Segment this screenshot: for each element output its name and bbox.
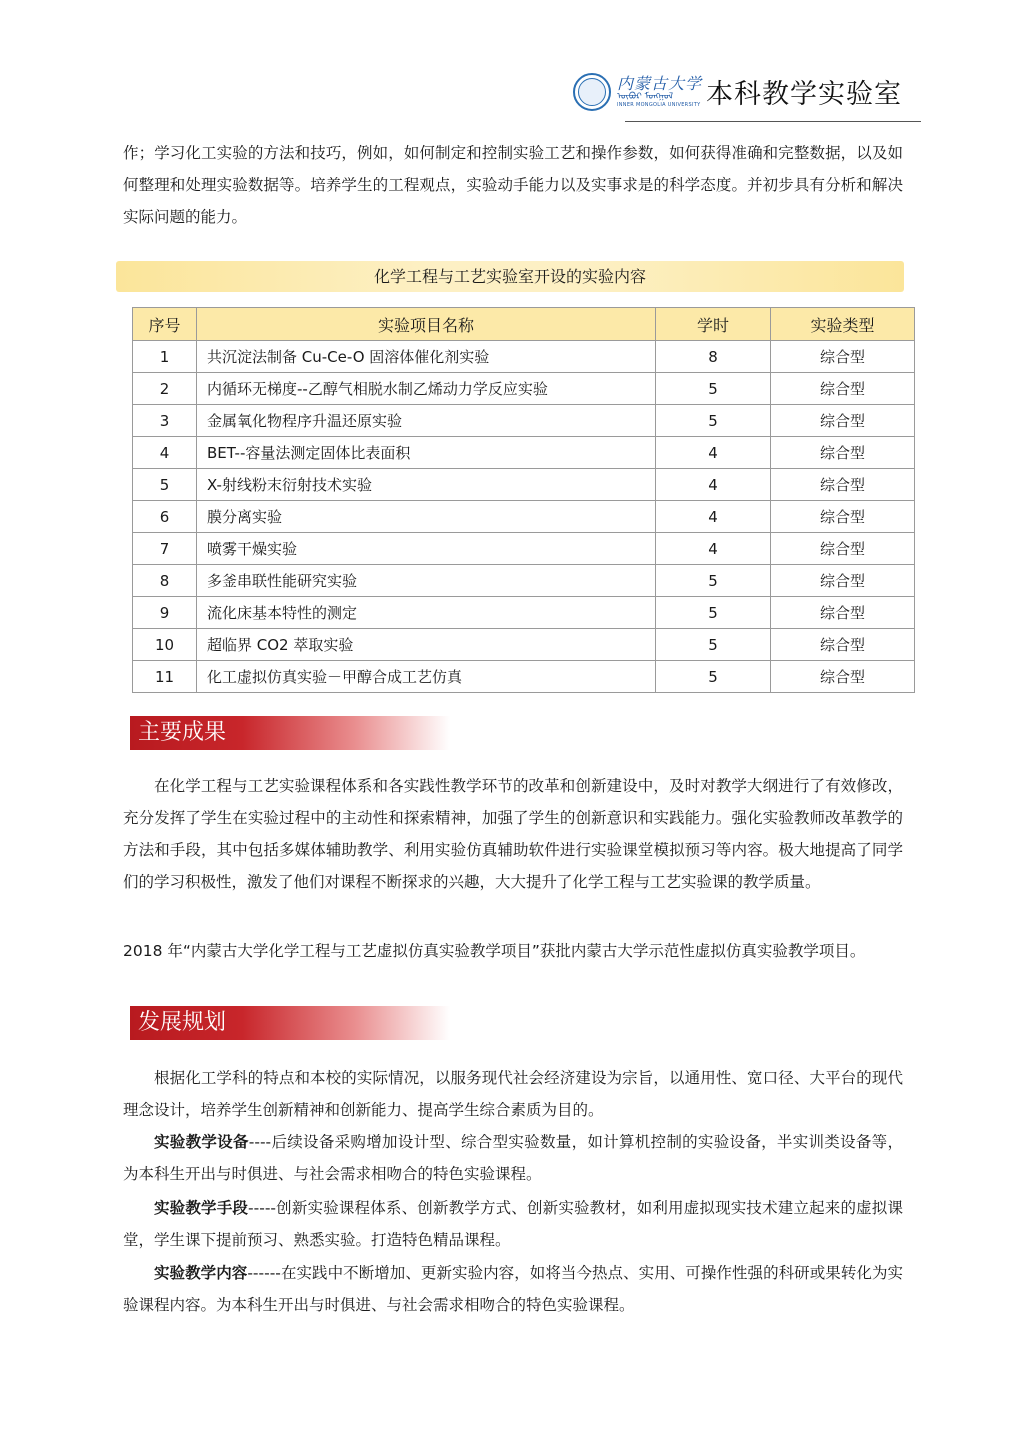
cell-hours: 4 (656, 533, 771, 565)
cell-index: 5 (133, 469, 197, 501)
section-heading-planning: 发展规划 (130, 1006, 450, 1040)
page-header (573, 72, 902, 111)
cell-index: 9 (133, 597, 197, 629)
cell-name: 超临界 CO2 萃取实验 (197, 629, 656, 661)
cell-type: 综合型 (771, 565, 915, 597)
col-header-type: 实验类型 (771, 308, 915, 341)
planning-item (123, 1192, 903, 1256)
achievements-paragraph: 在化学工程与工艺实验课程体系和各实践性教学环节的改革和创新建设中，及时对教学大纲进行了有效修改，充分发挥了学生在实验过程中的主动性和探索精神，加强了学生的创新意识和实践能力。强化实验教师改革教学的方法和手段，其中包括多媒体辅助教学、利用实验仿真辅助软件进行实验课堂模拟预习等内容。极大地提高了同学们的学习积极性，激发了他们对课程不断探求的兴趣，大大提升了化学工程与工艺实验课的教学质量。 (123, 777, 903, 891)
planning-item-text: ------在实践中不断增加、更新实验内容，如将当今热点、实用、可操作性强的科研或果转化为实验课程内容。为本科生开出与时俱进、与社会需求相吻合的特色实验课程。 (123, 1264, 903, 1314)
table-row (133, 661, 915, 693)
table-title: 化学工程与工艺实验室开设的实验内容 (373, 267, 646, 286)
experiment-table (132, 307, 915, 693)
planning-item (123, 1126, 903, 1190)
cell-name: 金属氧化物程序升温还原实验 (197, 405, 656, 437)
table-row (133, 533, 915, 565)
planning-item-text: ----后续设备采购增加设计型、综合型实验数量，如计算机控制的实验设备，半实训类设备等，为本科生开出与时俱进、与社会需求相吻合的特色实验课程。 (123, 1133, 903, 1183)
cell-hours: 5 (656, 629, 771, 661)
cell-hours: 4 (656, 469, 771, 501)
cell-hours: 5 (656, 373, 771, 405)
achievements-note: 2018 年“内蒙古大学化学工程与工艺虚拟仿真实验教学项目”获批内蒙古大学示范性虚拟仿真实验教学项目。 (123, 942, 866, 960)
cell-type: 综合型 (771, 341, 915, 373)
cell-name: X-射线粉末衍射技术实验 (197, 469, 656, 501)
cell-hours: 8 (656, 341, 771, 373)
col-header-hours: 学时 (656, 308, 771, 341)
cell-index: 6 (133, 501, 197, 533)
cell-name: 内循环无梯度--乙醇气相脱水制乙烯动力学反应实验 (197, 373, 656, 405)
cell-hours: 5 (656, 565, 771, 597)
table-title-band (116, 261, 904, 292)
university-name-mn: ᠥᠪᠥᠷ ᠮᠣᠩᠭᠣᠯ (616, 91, 674, 102)
table-row (133, 597, 915, 629)
university-name-cn: 内蒙古大学 (616, 73, 702, 93)
cell-hours: 5 (656, 661, 771, 693)
table-row (133, 373, 915, 405)
university-seal-icon (573, 73, 611, 111)
table-row (133, 405, 915, 437)
table-row (133, 469, 915, 501)
lab-title: 本科教学实验室 (706, 79, 902, 110)
cell-index: 8 (133, 565, 197, 597)
table-row (133, 501, 915, 533)
cell-hours: 4 (656, 437, 771, 469)
cell-name: 化工虚拟仿真实验－甲醇合成工艺仿真 (197, 661, 656, 693)
table-row (133, 341, 915, 373)
table-header-row (133, 308, 915, 341)
table-row (133, 437, 915, 469)
cell-name: 喷雾干燥实验 (197, 533, 656, 565)
cell-index: 7 (133, 533, 197, 565)
cell-hours: 5 (656, 597, 771, 629)
cell-name: BET--容量法测定固体比表面积 (197, 437, 656, 469)
col-header-name: 实验项目名称 (197, 308, 656, 341)
cell-name: 共沉淀法制备 Cu-Ce-O 固溶体催化剂实验 (197, 341, 656, 373)
cell-index: 4 (133, 437, 197, 469)
cell-index: 2 (133, 373, 197, 405)
cell-name: 多釜串联性能研究实验 (197, 565, 656, 597)
cell-type: 综合型 (771, 501, 915, 533)
cell-type: 综合型 (771, 533, 915, 565)
cell-type: 综合型 (771, 597, 915, 629)
cell-name: 膜分离实验 (197, 501, 656, 533)
cell-index: 1 (133, 341, 197, 373)
section-heading-achievements: 主要成果 (130, 716, 450, 750)
planning-item-label: 实验教学设备 (154, 1133, 249, 1151)
university-name-en: INNER MONGOLIA UNIVERSITY (616, 101, 701, 108)
cell-type: 综合型 (771, 373, 915, 405)
cell-index: 3 (133, 405, 197, 437)
cell-hours: 4 (656, 501, 771, 533)
university-logo (617, 75, 702, 109)
cell-index: 11 (133, 661, 197, 693)
table-row (133, 629, 915, 661)
planning-item-text: -----创新实验课程体系、创新教学方式、创新实验教材，如利用虚拟现实技术建立起来的虚拟课堂，学生课下提前预习、熟悉实验。打造特色精品课程。 (123, 1199, 903, 1249)
cell-type: 综合型 (771, 405, 915, 437)
table-row (133, 565, 915, 597)
cell-index: 10 (133, 629, 197, 661)
cell-type: 综合型 (771, 469, 915, 501)
cell-name: 流化床基本特性的测定 (197, 597, 656, 629)
intro-paragraph: 作；学习化工实验的方法和技巧，例如，如何制定和控制实验工艺和操作参数，如何获得准确和完整数据，以及如何整理和处理实验数据等。培养学生的工程观点，实验动手能力以及实事求是的科学态度。并初步具有分析和解决实际问题的能力。 (123, 144, 903, 226)
planning-item-label: 实验教学手段 (154, 1199, 249, 1217)
cell-type: 综合型 (771, 629, 915, 661)
planning-item-label: 实验教学内容 (154, 1264, 248, 1282)
planning-item (123, 1257, 903, 1321)
header-divider (625, 121, 921, 122)
cell-hours: 5 (656, 405, 771, 437)
col-header-index: 序号 (133, 308, 197, 341)
planning-intro: 根据化工学科的特点和本校的实际情况，以服务现代社会经济建设为宗旨，以通用性、宽口径、大平台的现代理念设计，培养学生创新精神和创新能力、提高学生综合素质为目的。 (123, 1069, 903, 1119)
cell-type: 综合型 (771, 437, 915, 469)
cell-type: 综合型 (771, 661, 915, 693)
